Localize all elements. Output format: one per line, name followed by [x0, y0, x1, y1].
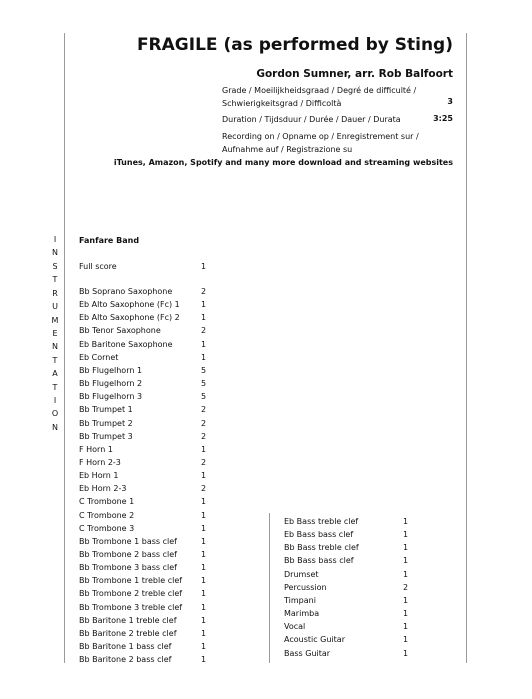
- instrument-quantity: 1: [201, 352, 207, 362]
- left-divider-line: [64, 33, 65, 663]
- instrument-quantity: 1: [201, 576, 207, 586]
- instrument-name: Full score: [79, 262, 117, 271]
- instrument-quantity: 1: [201, 615, 207, 625]
- instrument-name: Bb Flugelhorn 1: [79, 365, 143, 375]
- side-label-letter: R: [52, 288, 58, 298]
- instrument-name: Bb Trumpet 1: [79, 405, 133, 415]
- instrument-quantity: 1: [201, 497, 207, 507]
- instrument-name: Bb Trumpet 2: [79, 418, 133, 428]
- instrument-quantity: 1: [201, 510, 207, 520]
- instrument-quantity: 2: [201, 326, 207, 336]
- instrument-name: Bb Trombone 3 treble clef: [79, 602, 183, 612]
- side-label-letter: N: [52, 422, 58, 432]
- instrument-quantity: 5: [201, 392, 207, 402]
- instrument-name: Bb Bass treble clef: [284, 543, 359, 553]
- side-label-letter: A: [52, 369, 58, 379]
- side-label-letter: N: [52, 342, 58, 352]
- instrument-name: Eb Horn 1: [79, 471, 119, 481]
- instrument-quantity: 1: [403, 609, 409, 619]
- instrument-name: Bb Baritone 1 treble clef: [79, 615, 177, 625]
- side-label-letter: E: [52, 328, 58, 338]
- instrument-name: Percussion: [284, 582, 327, 592]
- instrument-quantity: 2: [201, 431, 207, 441]
- instrument-name: Vocal: [284, 622, 306, 632]
- instrument-quantity: 1: [201, 655, 207, 665]
- instrument-quantity: 1: [403, 569, 409, 579]
- instrument-quantity: 1: [201, 300, 207, 310]
- instrument-quantity: 2: [403, 582, 409, 592]
- instrument-quantity: 1: [201, 471, 207, 481]
- side-label-letter: M: [51, 315, 59, 325]
- instrument-name: Timpani: [284, 595, 316, 605]
- instrument-quantity: 2: [201, 287, 207, 296]
- instrument-quantity: 1: [403, 530, 409, 540]
- instrument-quantity: 1: [403, 595, 409, 605]
- instrument-name: C Trombone 2: [79, 510, 135, 520]
- instrument-name: Bb Flugelhorn 3: [79, 392, 143, 402]
- side-label-letter: S: [52, 261, 58, 271]
- instrument-quantity: 1: [403, 543, 409, 553]
- instrument-name: Bb Trombone 1 treble clef: [79, 576, 183, 586]
- side-label-letter: U: [52, 302, 58, 312]
- instrument-name: Eb Alto Saxophone (Fc) 1: [79, 300, 180, 310]
- instrument-quantity: 1: [201, 444, 207, 454]
- instrument-name: Bb Soprano Saxophone: [79, 287, 173, 296]
- instrument-quantity: 1: [201, 628, 207, 638]
- instrument-name: Acoustic Guitar: [284, 635, 345, 645]
- instrument-quantity: 1: [201, 563, 207, 573]
- instrument-name: Bb Tenor Saxophone: [79, 326, 161, 336]
- instrument-name: Bb Baritone 2 bass clef: [79, 655, 172, 665]
- side-label-letter: O: [51, 409, 59, 419]
- instrument-name: Bb Trombone 1 bass clef: [79, 536, 177, 546]
- instrument-name: Eb Cornet: [79, 352, 119, 362]
- side-label-letter: I: [53, 396, 57, 406]
- instrumentation-side-label: [48, 236, 62, 432]
- instrument-quantity: 1: [201, 262, 207, 271]
- instrument-quantity: 1: [201, 642, 207, 652]
- instrument-name: Bb Flugelhorn 2: [79, 379, 143, 389]
- instrument-quantity: 1: [403, 648, 409, 658]
- instrument-quantity: 5: [201, 365, 207, 375]
- instrument-quantity: 2: [201, 457, 207, 467]
- instrument-quantity: 1: [201, 339, 207, 349]
- instrument-name: Marimba: [284, 609, 320, 619]
- instrument-quantity: 1: [201, 589, 207, 599]
- recording-label: Recording on / Opname op / Enregistrement sur / Aufnahme auf / Registrazione su: [222, 132, 419, 154]
- instrument-quantity: 1: [201, 313, 207, 323]
- instrument-quantity: 1: [403, 517, 409, 526]
- side-label-letter: T: [52, 355, 58, 365]
- duration-value: 3:25: [433, 114, 453, 123]
- instrument-quantity: 5: [201, 379, 207, 389]
- instrument-quantity: 2: [201, 418, 207, 428]
- right-divider-line: [466, 33, 467, 663]
- side-label-letter: T: [52, 275, 58, 285]
- instrument-name: C Trombone 1: [79, 497, 135, 507]
- instrument-name: Bass Guitar: [284, 648, 331, 658]
- instrument-name: Bb Baritone 2 treble clef: [79, 628, 177, 638]
- column-divider-line: [269, 513, 270, 663]
- duration-label: Duration / Tijdsduur / Durée / Dauer / Durata: [222, 115, 401, 124]
- instrument-quantity: 1: [201, 550, 207, 559]
- instrument-name: Eb Baritone Saxophone: [79, 339, 173, 349]
- instrument-name: Bb Baritone 1 bass clef: [79, 642, 172, 652]
- instrument-name: Bb Trombone 2 treble clef: [79, 589, 183, 599]
- instrument-name: F Horn 1: [79, 444, 113, 454]
- instrument-name: Eb Bass treble clef: [284, 517, 359, 526]
- side-label-letter: T: [52, 382, 58, 392]
- instrument-quantity: 1: [403, 556, 409, 566]
- instrument-name: Bb Trombone 3 bass clef: [79, 563, 177, 573]
- composer-arranger: Gordon Sumner, arr. Rob Balfoort: [256, 68, 453, 80]
- instrument-name: Bb Trombone 2 bass clef: [79, 550, 177, 559]
- grade-label: Grade / Moeilijkheidsgraad / Degré de difficulté / Schwierigkeitsgrad / Difficoltà: [222, 86, 417, 108]
- instrument-name: Bb Bass bass clef: [284, 556, 354, 566]
- recording-websites: iTunes, Amazon, Spotify and many more download and streaming websites: [113, 158, 453, 167]
- instrument-quantity: 1: [201, 602, 207, 612]
- instrument-quantity: 1: [201, 536, 207, 546]
- instrument-name: C Trombone 3: [79, 523, 135, 533]
- instrument-quantity: 1: [201, 523, 207, 533]
- side-label-letter: I: [53, 235, 57, 244]
- grade-value: 3: [447, 97, 453, 106]
- section-title: Fanfare Band: [79, 236, 140, 245]
- instrument-quantity: 2: [201, 484, 207, 494]
- instrument-name: Bb Trumpet 3: [79, 431, 133, 441]
- instrument-name: F Horn 2-3: [79, 457, 121, 467]
- instrument-quantity: 1: [403, 635, 409, 645]
- instrument-quantity: 1: [403, 622, 409, 632]
- piece-title: FRAGILE (as performed by Sting): [136, 35, 453, 55]
- instrument-name: Drumset: [284, 569, 319, 579]
- side-label-letter: N: [52, 248, 58, 258]
- instrument-quantity: 2: [201, 405, 207, 415]
- instrument-name: Eb Alto Saxophone (Fc) 2: [79, 313, 180, 323]
- instrument-name: Eb Horn 2-3: [79, 484, 127, 494]
- instrument-name: Eb Bass bass clef: [284, 530, 354, 540]
